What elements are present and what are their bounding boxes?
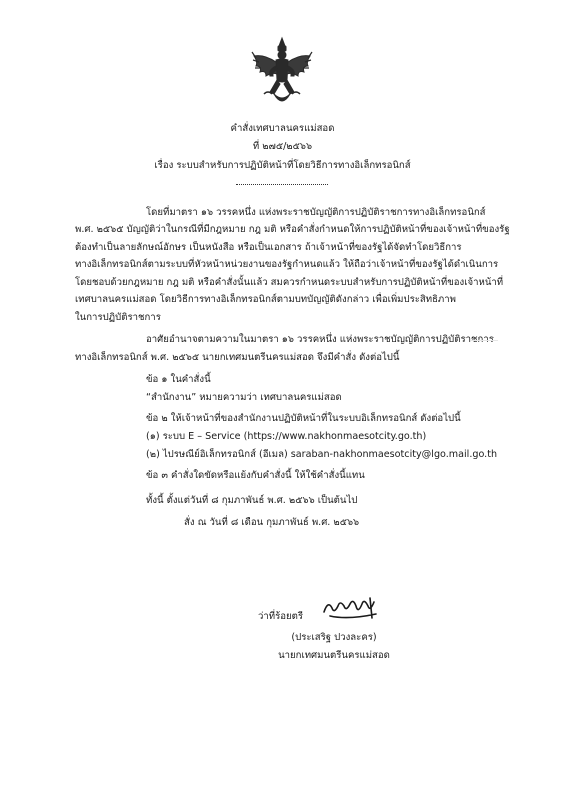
order-title: คำสั่งเทศบาลนครแม่สอด: [230, 123, 335, 134]
order-number: ที่ ๒๗๕/๒๕๖๖: [252, 141, 313, 152]
paragraph-2-line-1: อาศัยอำนาจตามความในมาตรา ๑๖ วรรคหนึ่ง แห่งพระราชบัญญัติการปฏิบัติราชการ: [146, 334, 494, 345]
paragraph-1-line-4: ทางอิเล็กทรอนิกส์ตามระบบที่หัวหน้าหน่วยงานของรัฐกำหนดแล้ว ให้ถือว่าเจ้าหน้าที่ของรัฐได้ดำเนินการ: [75, 259, 499, 270]
signer-position: นายกเทศมนตรีนครแม่สอด: [278, 650, 390, 661]
subject-divider: [236, 184, 328, 185]
paragraph-1-line-7: ในการปฏิบัติราชการ: [75, 312, 161, 323]
signer-rank: ว่าที่ร้อยตรี: [258, 611, 304, 622]
garuda-emblem-icon: [250, 36, 314, 110]
order-date: สั่ง ณ วันที่ ๘ เดือน กุมภาพันธ์ พ.ศ. ๒๕๖๖: [184, 517, 360, 528]
handwritten-signature: [320, 594, 382, 622]
clause-2-item-2: (๒) ไปรษณีย์อิเล็กทรอนิกส์ (อีเมล) saraban-nakhonmaesotcity@lgo.mail.go.th: [146, 449, 498, 460]
order-subject: เรื่อง ระบบสำหรับการปฏิบัติหน้าที่โดยวิธีการทางอิเล็กทรอนิกส์: [154, 160, 411, 171]
effective-date: ทั้งนี้ ตั้งแต่วันที่ ๘ กุมภาพันธ์ พ.ศ. ๒๕๖๖ เป็นต้นไป: [146, 495, 358, 506]
clause-2-item-1: (๑) ระบบ E – Service (https://www.nakhonmaesotcity.go.th): [146, 431, 427, 442]
paragraph-1-line-6: เทศบาลนครแม่สอด โดยวิธีการทางอิเล็กทรอนิกส์ตามบทบัญญัติดังกล่าว เพื่อเพิ่มประสิทธิภาพ: [75, 294, 456, 305]
paragraph-2-line-2: ทางอิเล็กทรอนิกส์ พ.ศ. ๒๕๖๕ นายกเทศมนตรีนครแม่สอด จึงมีคำสั่ง ดังต่อไปนี้: [75, 352, 400, 363]
scan-mark: [470, 340, 498, 347]
paragraph-1-line-5: โดยชอบด้วยกฎหมาย กฎ มติ หรือคำสั่งนั้นแล้ว สมควรกำหนดระบบสำหรับการปฏิบัติหน้าที่ของเจ้าหน้าที่: [75, 277, 504, 288]
clause-3: ข้อ ๓ คำสั่งใดขัดหรือแย้งกับคำสั่งนี้ ให้ใช้คำสั่งนี้แทน: [146, 470, 365, 481]
paragraph-1-line-1: โดยที่มาตรา ๑๖ วรรคหนึ่ง แห่งพระราชบัญญัติการปฏิบัติราชการทางอิเล็กทรอนิกส์: [146, 207, 486, 218]
paragraph-1-line-2: พ.ศ. ๒๕๖๕ บัญญัติว่าในกรณีที่มีกฎหมาย กฎ มติ หรือคำสั่งกำหนดให้การปฏิบัติหน้าที่ของเจ้าหน้าที่ของรัฐ: [75, 224, 510, 235]
clause-1-definition: “สำนักงาน” หมายความว่า เทศบาลนครแม่สอด: [146, 392, 342, 403]
paragraph-1-line-3: ต้องทำเป็นลายลักษณ์อักษร เป็นหนังสือ หรือเป็นเอกสาร ถ้าเจ้าหน้าที่ของรัฐได้จัดทำโดยวิธีการ: [75, 242, 462, 253]
signer-name: (ประเสริฐ ปวงละคร): [291, 632, 377, 643]
clause-2: ข้อ ๒ ให้เจ้าหน้าที่ของสำนักงานปฏิบัติหน้าที่ในระบบอิเล็กทรอนิกส์ ดังต่อไปนี้: [146, 413, 461, 424]
clause-1: ข้อ ๑ ในคำสั่งนี้: [146, 374, 211, 385]
